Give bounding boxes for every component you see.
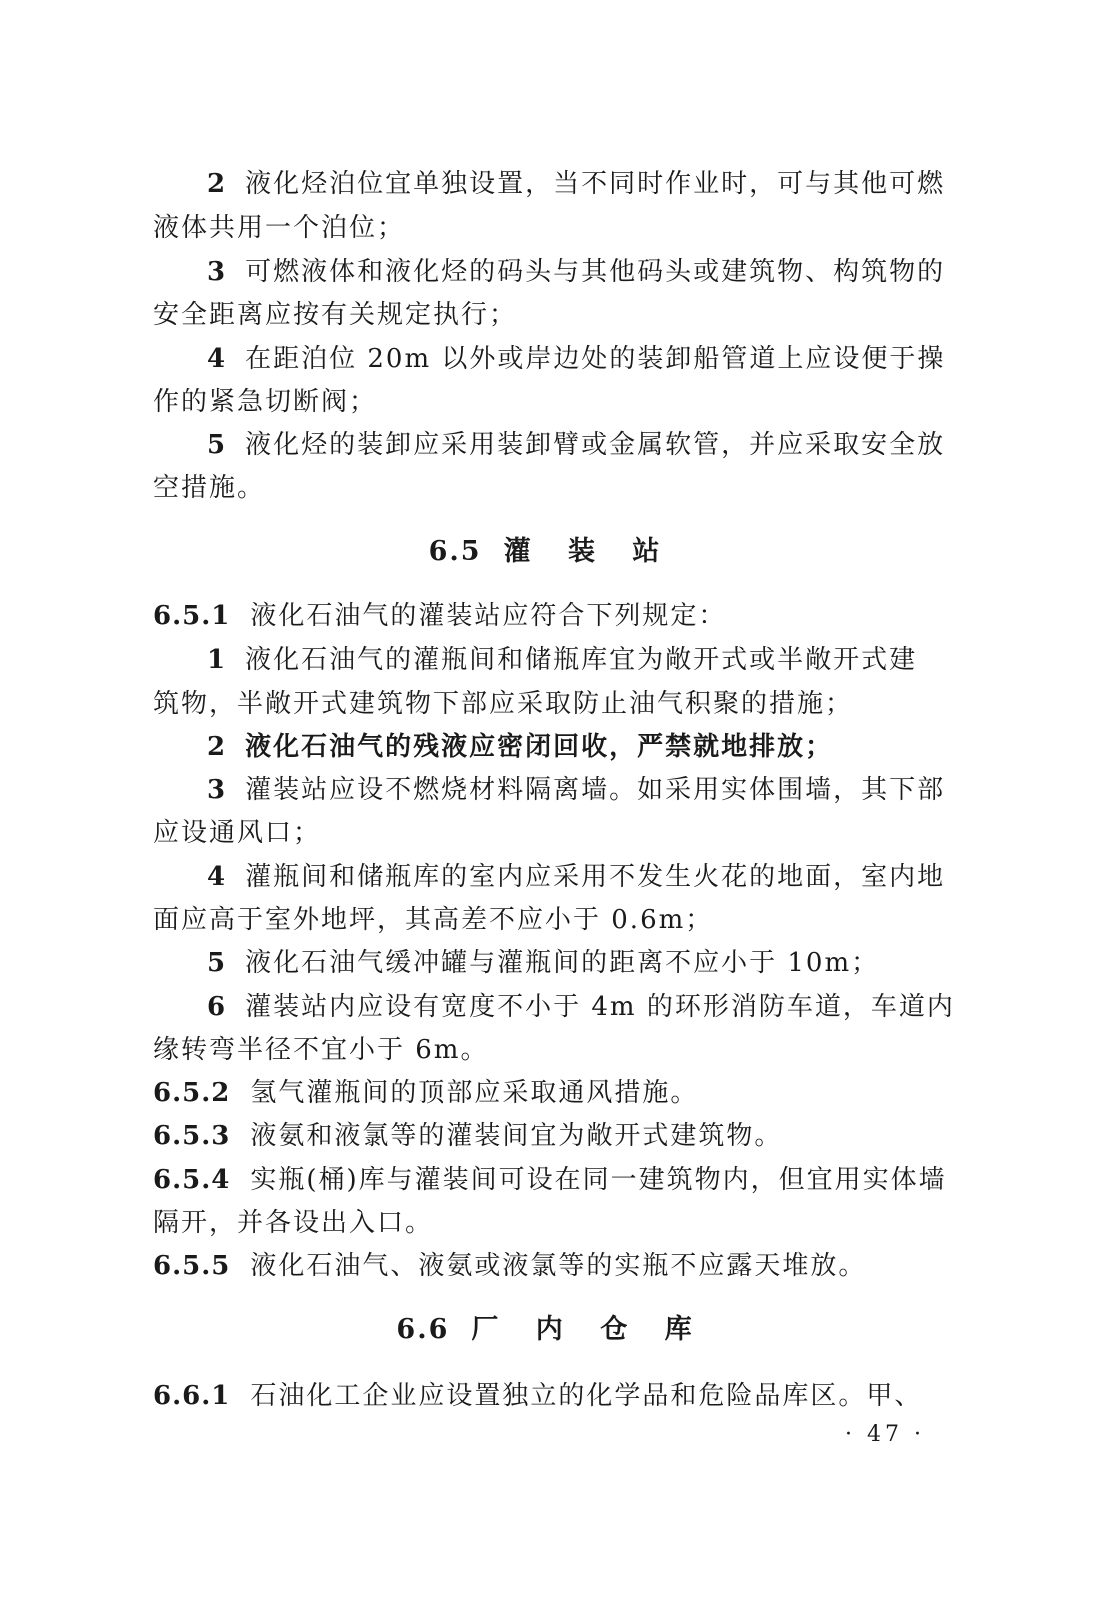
item-number: 2 [207, 169, 226, 199]
clause-number: 6.5.2 [153, 1078, 231, 1108]
item-number: 6 [207, 992, 226, 1022]
section-title: 灌 装 站 [503, 536, 674, 567]
item-text: 灌装站内应设有宽度不小于 4m 的环形消防车道，车道内 [245, 992, 955, 1022]
item-number: 2 [207, 732, 226, 762]
clause-text: 实瓶(桶)库与灌装间可设在同一建筑物内，但宜用实体墙 [250, 1165, 947, 1195]
clause-text: 液化石油气、液氨或液氯等的实瓶不应露天堆放。 [250, 1251, 867, 1281]
item-2-line-2: 液体共用一个泊位； [153, 213, 406, 243]
item-text: 液化石油气的残液应密闭回收，严禁就地排放； [245, 732, 834, 762]
clause-6-5-1 [153, 594, 953, 638]
sub-item-2-line-1 [207, 725, 953, 769]
item-number: 1 [207, 645, 226, 675]
sub-item-1-line-1 [207, 638, 953, 682]
item-2-line-1 [207, 162, 953, 206]
item-text: 液化烃的装卸应采用装卸臂或金属软管，并应采取安全放 [245, 430, 946, 460]
item-number: 4 [207, 344, 226, 374]
item-text: 可燃液体和液化烃的码头与其他码头或建筑物、构筑物的 [245, 257, 946, 287]
item-4-line-1 [207, 337, 953, 381]
sub-item-6-line-2: 缘转弯半径不宜小于 6m。 [153, 1035, 489, 1065]
item-text: 灌瓶间和储瓶库的室内应采用不发生火花的地面，室内地 [245, 862, 946, 892]
clause-text: 氢气灌瓶间的顶部应采取通风措施。 [250, 1078, 699, 1108]
clause-6-6-1 [153, 1374, 953, 1418]
sub-item-3-line-2: 应设通风口； [153, 818, 322, 848]
item-5-line-1 [207, 423, 953, 467]
item-number: 5 [207, 948, 226, 978]
sub-item-6-line-1 [207, 985, 953, 1029]
item-text: 在距泊位 20m 以外或岸边处的装卸船管道上应设便于操 [245, 344, 946, 374]
clause-number: 6.5.3 [153, 1121, 231, 1151]
sub-item-1-line-2: 筑物，半敞开式建筑物下部应采取防止油气积聚的措施； [153, 689, 854, 719]
item-number: 3 [207, 257, 226, 287]
section-title: 厂 内 仓 库 [471, 1314, 706, 1345]
item-number: 5 [207, 430, 226, 460]
clause-6-5-3 [153, 1114, 953, 1158]
clause-6-5-4-line-1 [153, 1158, 953, 1202]
item-text: 液化烃泊位宜单独设置，当不同时作业时，可与其他可燃 [245, 169, 946, 199]
clause-6-5-2 [153, 1071, 953, 1115]
item-3-line-2: 安全距离应按有关规定执行； [153, 300, 518, 330]
sub-item-3-line-1 [207, 768, 953, 812]
clause-number: 6.5.1 [153, 601, 231, 631]
clause-6-5-4-line-2: 隔开，并各设出入口。 [153, 1208, 434, 1238]
item-5-line-2: 空措施。 [153, 473, 266, 503]
item-text: 灌装站应设不燃烧材料隔离墙。如采用实体围墙，其下部 [245, 775, 946, 805]
clause-number: 6.6.1 [153, 1381, 231, 1411]
item-number: 3 [207, 775, 226, 805]
item-text: 液化石油气缓冲罐与灌瓶间的距离不应小于 10m； [245, 948, 880, 978]
item-number: 4 [207, 862, 226, 892]
sub-item-4-line-2: 面应高于室外地坪，其高差不应小于 0.6m； [153, 905, 714, 935]
section-number: 6.5 [428, 536, 482, 567]
clause-text: 液氨和液氯等的灌装间宜为敞开式建筑物。 [250, 1121, 783, 1151]
section-number: 6.6 [396, 1314, 450, 1345]
section-heading-6-6 [0, 1308, 1102, 1352]
item-3-line-1 [207, 250, 953, 294]
clause-6-5-5 [153, 1244, 953, 1288]
clause-number: 6.5.4 [153, 1165, 231, 1195]
clause-text: 液化石油气的灌装站应符合下列规定： [250, 601, 727, 631]
item-4-line-2: 作的紧急切断阀； [153, 387, 378, 417]
sub-item-4-line-1 [207, 855, 953, 899]
clause-text: 石油化工企业应设置独立的化学品和危险品库区。甲、 [250, 1381, 923, 1411]
sub-item-5-line-1 [207, 941, 953, 985]
page-number: · 47 · [845, 1422, 925, 1447]
clause-number: 6.5.5 [153, 1251, 231, 1281]
item-text: 液化石油气的灌瓶间和储瓶库宜为敞开式或半敞开式建 [245, 645, 918, 675]
section-heading-6-5 [0, 530, 1102, 574]
